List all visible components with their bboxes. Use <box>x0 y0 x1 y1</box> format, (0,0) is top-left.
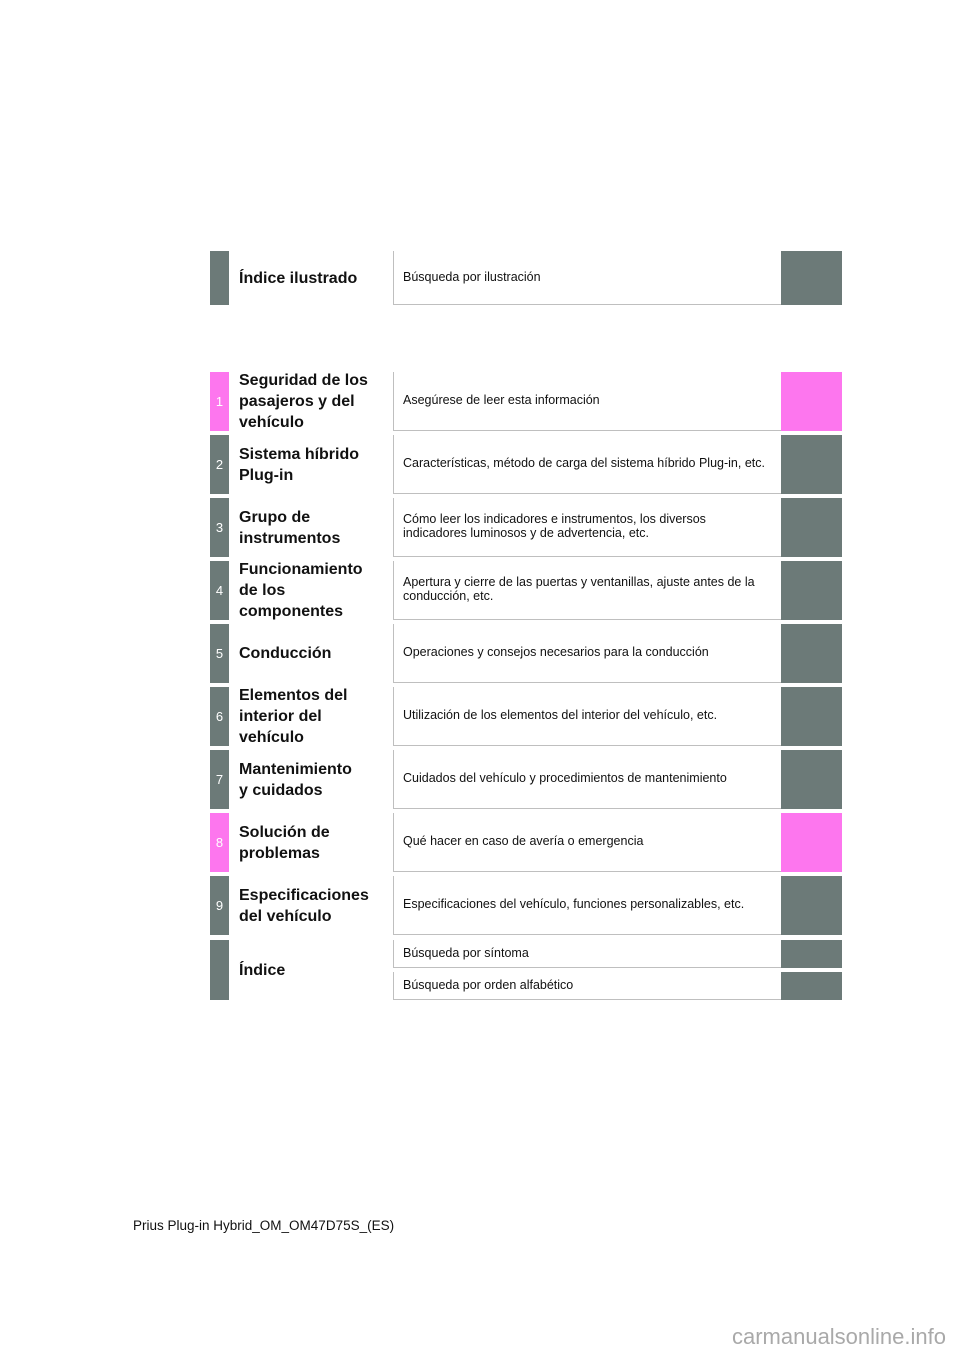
section-title: Índice ilustrado <box>239 269 358 287</box>
section-title: Elementos del interior del vehículo <box>239 687 348 746</box>
toc-row-2[interactable] <box>210 435 842 494</box>
toc-row-6[interactable] <box>210 687 842 746</box>
toc-row-4[interactable] <box>210 561 842 620</box>
section-number-tab: 2 <box>210 435 229 494</box>
section-end-tab <box>781 435 842 494</box>
section-title: Conducción <box>239 645 332 662</box>
section-number-tab: 1 <box>210 372 229 431</box>
section-number-tab: 8 <box>210 813 229 872</box>
section-description: Asegúrese de leer esta información <box>393 372 781 431</box>
section-title: Grupo de instrumentos <box>239 508 341 547</box>
section-description: Especificaciones del vehículo, funciones personalizables, etc. <box>393 876 781 935</box>
toc-row-5[interactable] <box>210 624 842 683</box>
section-end-tab <box>781 972 842 1000</box>
section-title: Sistema híbrido Plug-in <box>239 445 360 484</box>
section-number-tab: 4 <box>210 561 229 620</box>
section-end-tab <box>781 750 842 809</box>
section-number-tab <box>210 940 229 1000</box>
section-end-tab <box>781 251 842 305</box>
section-description: Búsqueda por ilustración <box>393 251 781 305</box>
section-number-tab: 5 <box>210 624 229 683</box>
toc-row-3[interactable] <box>210 498 842 557</box>
section-description: Cómo leer los indicadores e instrumentos, los diversos indicadores luminosos y de advertencia, etc. <box>393 498 781 557</box>
section-description: Operaciones y consejos necesarios para la conducción <box>393 624 781 683</box>
section-title: Funcionamiento de los componentes <box>239 561 363 620</box>
toc-row-8[interactable] <box>210 813 842 872</box>
section-description: Qué hacer en caso de avería o emergencia <box>393 813 781 872</box>
section-end-tab <box>781 940 842 968</box>
section-title: Índice <box>239 961 286 979</box>
toc-row-index <box>210 940 842 1000</box>
toc-row-9[interactable] <box>210 876 842 935</box>
index-search-alphabetical[interactable]: Búsqueda por orden alfabético <box>393 972 781 1000</box>
section-end-tab <box>781 876 842 935</box>
section-end-tab <box>781 687 842 746</box>
section-title: Seguridad de los pasajeros y del vehículo <box>239 372 368 431</box>
section-description: Apertura y cierre de las puertas y ventanillas, ajuste antes de la conducción, etc. <box>393 561 781 620</box>
watermark: carmanualsonline.info <box>731 1324 946 1349</box>
section-end-tab <box>781 624 842 683</box>
section-number-tab: 7 <box>210 750 229 809</box>
section-description: Utilización de los elementos del interior del vehículo, etc. <box>393 687 781 746</box>
toc-row-7[interactable] <box>210 750 842 809</box>
section-title: Especificaciones del vehículo <box>239 886 369 925</box>
section-end-tab <box>781 498 842 557</box>
section-end-tab <box>781 813 842 872</box>
section-end-tab <box>781 372 842 431</box>
section-title: Solución de problemas <box>239 823 330 862</box>
section-number-tab: 9 <box>210 876 229 935</box>
section-title: Mantenimiento y cuidados <box>239 760 352 799</box>
document-footer: Prius Plug-in Hybrid_OM_OM47D75S_(ES) <box>133 1218 395 1233</box>
toc-row-1[interactable] <box>210 372 842 431</box>
section-description: Cuidados del vehículo y procedimientos de mantenimiento <box>393 750 781 809</box>
section-description: Características, método de carga del sistema híbrido Plug-in, etc. <box>393 435 781 494</box>
section-end-tab <box>781 561 842 620</box>
section-number-tab: 6 <box>210 687 229 746</box>
index-search-by-symptom[interactable]: Búsqueda por síntoma <box>393 940 781 968</box>
toc-row-illustrated-index[interactable] <box>210 251 842 305</box>
section-number-tab <box>210 251 229 305</box>
section-number-tab: 3 <box>210 498 229 557</box>
